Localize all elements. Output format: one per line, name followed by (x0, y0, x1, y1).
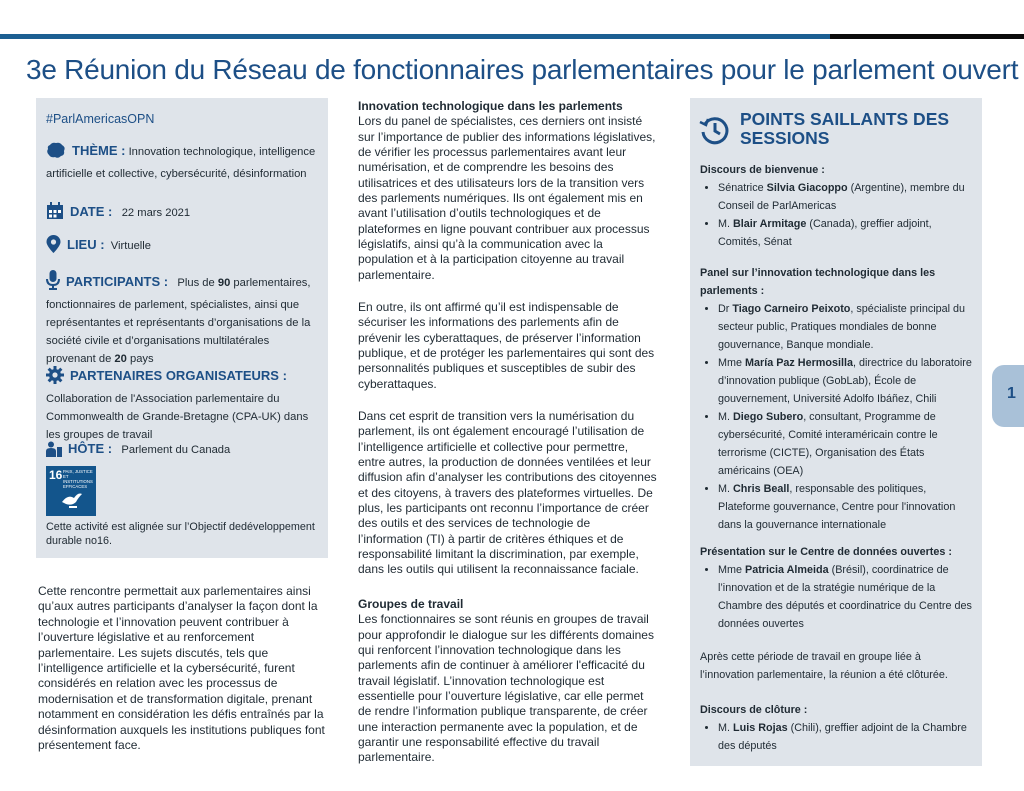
lieu-label: LIEU : (67, 237, 105, 252)
page-title: 3e Réunion du Réseau de fonctionnaires parlementaires pour le parlement ouvert (26, 54, 1019, 85)
list-item: • M. Chris Beall, responsable des politiques, Plateforme gouvernance, Centre pour l'innovation dans la gouvernance internationale (718, 480, 976, 534)
section-cloture (700, 701, 976, 755)
section-bienvenue (700, 161, 976, 251)
participants-label: PARTICIPANTS : (66, 274, 169, 289)
section-groupes (358, 597, 658, 766)
microphone-icon (46, 270, 60, 296)
sdg-title: PAIX, JUSTICE ET INSTITUTIONS EFFICACES (63, 469, 93, 489)
page-number: 1 (1007, 385, 1016, 402)
participants-count: 90 (217, 277, 231, 289)
intro-paragraph: Cette rencontre permettait aux parlementaires ainsi qu’aux autres participants d’analyser la façon dont la technologie et l’innovation peuvent contribuer à l’ouverture législative et au renforcement parlementaire. Les sujets discutés, tels que l’intelligence artificielle et la cybersécurité, furent considérés en relation avec les processus de modernisation et de transformation digitale, prenant notamment en considération les défis entraînés par la désinformation auxquels les institutions publiques font présentement face. (38, 584, 325, 753)
hote-text: Parlement du Canada (121, 444, 231, 456)
header-rule (0, 34, 830, 39)
list-item: • M. Diego Subero, consultant, Programme de cybersécurité, Comité interaméricain contre le terrorisme (CICTE), Organisation des États américains (OEA) (718, 408, 976, 480)
partenaires-label: PARTENAIRES ORGANISATEURS : (70, 368, 287, 383)
heading-groupes: Groupes de travail (358, 597, 464, 611)
date-label: DATE : (70, 204, 113, 219)
list-item: • M. Luis Rojas (Chili), greffier adjoint de la Chambre des députés (718, 719, 976, 755)
header-rule-dark (830, 34, 1024, 39)
lieu-text: Virtuelle (110, 240, 151, 252)
hashtag: #ParlAmericasOPN (46, 112, 155, 126)
host-person-icon (46, 441, 62, 463)
paragraph-3: Dans cet esprit de transition vers la numérisation du parlement, ils ont également encouragé l’utilisation de l’intelligence artificielle et collective pour permettre, entre autres, la production de données ventilées et leur diffusion afin d’analyser les contributions des citoyennes et des citoyens, à travers des plateformes virtuelles. De plus, les participants ont reconnu l’importance de créer des outils et des services de technologie de l’information (TI) à partir de critères éthiques et de responsabilité limitant la discrimination, par exemple, dans les outils qui utilisent la reconnaissance faciale. (358, 409, 657, 577)
section-innovation (358, 99, 658, 283)
heading-innovation: Innovation technologique dans les parlements (358, 99, 623, 113)
panel-heading: Panel sur l’innovation technologique dans les parlements : (700, 267, 936, 297)
list-item: • M. Blair Armitage (Canada), greffier adjoint, Comités, Sénat (718, 215, 976, 251)
gear-icon (46, 366, 64, 390)
dove-icon (60, 490, 84, 510)
date-block (46, 202, 318, 226)
theme-block (46, 142, 318, 183)
hote-label: HÔTE : (68, 441, 113, 456)
bienvenue-heading: Discours de bienvenue : (700, 164, 825, 176)
highlights-title: POINTS SAILLANTS DES SESSIONS (740, 109, 950, 148)
paragraph-2: En outre, ils ont affirmé qu’il est indispensable de sécuriser les informations des parlements afin de prévenir les cyberattaques, de préserver l’information publique, et de protéger les parlementaires qui sont des personnalités publiques et susceptibles de subir des cyberattaques. (358, 300, 655, 391)
sdg-number: 16 (49, 468, 63, 482)
section-donnees (700, 543, 976, 633)
clock-icon (699, 114, 731, 151)
hote-block (46, 440, 318, 463)
sdg-16-logo (46, 466, 96, 516)
section-panel (700, 264, 976, 534)
donnees-heading: Présentation sur le Centre de données ouvertes : (700, 546, 952, 558)
closing-text: Après cette période de travail en groupe liée à l’innovation parlementaire, la réunion a été clôturée. (700, 651, 948, 681)
participants-text-mid: parlementaires, fonctionnaires de parlement, spécialistes, ainsi que représentantes et représentants d’organisations de la société civile et d’organisations multilatérales provenant de (46, 277, 311, 365)
sdg-caption: Cette activité est alignée sur l’Objectif dedéveloppement durable no16. (46, 521, 315, 547)
paragraph-1: Lors du panel de spécialistes, ces derniers ont insisté sur l’importance de publier des informations législatives, de vérifier les processus parlementaires avant leur numérisation, et de comprendre les besoins des utilisatrices et des utilisateurs lors de la transition vers des parlements numériques. Ils ont également mis en avant l’utilisation d’outils technologiques et de plateformes en ligne pouvant contribuer aux processus législatifs, ainsi qu’à la communication avec la population et à la participation citoyenne au travail parlementaire. (358, 114, 656, 282)
theme-label: THÈME : (72, 143, 126, 158)
paragraph-4: Les fonctionnaires se sont réunis en groupes de travail pour approfondir le dialogue sur les différents domaines qui renforcent l’innovation technologique dans les parlements afin de continuer à améliorer l'efficacité du travail législatif. L’innovation technologique est essentielle pour l’ouverture législative, car elle permet de rendre l’information publique transparente, de créer une interaction permanente avec la population, et de garantir une responsabilité effective du travail parlementaire. (358, 612, 654, 765)
list-item: • Sénatrice Silvia Giacoppo (Argentine), membre du Conseil de ParlAmericas (718, 179, 976, 215)
lieu-block (46, 235, 318, 259)
list-item: • Mme María Paz Hermosilla, directrice du laboratoire d’innovation publique (GobLab), École de gouvernement, Université Adolfo Ibáñez, Chili (718, 354, 976, 408)
date-text: 22 mars 2021 (121, 207, 191, 219)
countries-count: 20 (114, 353, 127, 365)
participants-text-pre: Plus de (177, 277, 218, 289)
calendar-icon (46, 202, 64, 226)
cloture-heading: Discours de clôture : (700, 704, 808, 716)
partenaires-text: Collaboration de l'Association parlementaire du Commonwealth de Grande-Bretagne (CPA-UK) dans les groupes de travail (46, 393, 309, 441)
theme-text: Innovation technologique, intelligence artificielle et collective, cybersécurité, désinformation (46, 146, 316, 180)
list-item: • Dr Tiago Carneiro Peixoto, spécialiste principal du secteur public, Pratiques mondiales de bonne gouvernance, Banque mondiale. (718, 300, 976, 354)
list-item: • Mme Patricia Almeida (Brésil), coordinatrice de l’innovation et de la stratégie numérique de la Chambre des députés et coordinatrice du Centre des données ouvertes (718, 561, 976, 633)
participants-block (46, 270, 318, 368)
brain-icon (46, 142, 66, 165)
map-pin-icon (46, 235, 61, 259)
partenaires-block (46, 366, 318, 444)
participants-text-post: pays (126, 353, 154, 365)
